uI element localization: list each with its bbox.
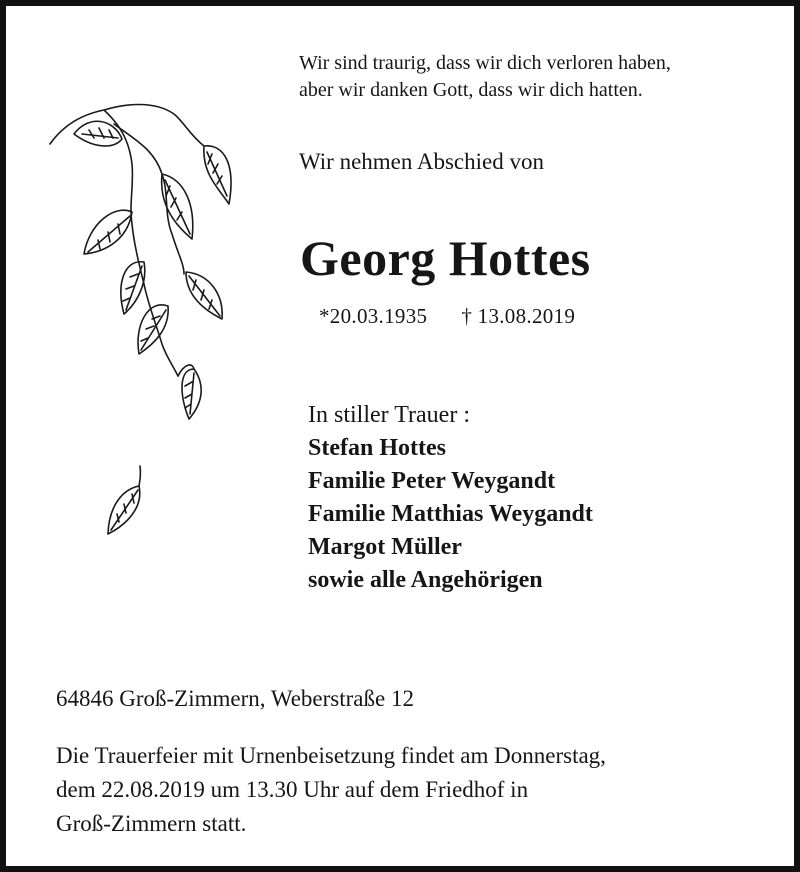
- mourners-block: [308, 399, 593, 597]
- mourner-name: Familie Matthias Weygandt: [308, 501, 593, 527]
- death-date: † 13.08.2019: [461, 304, 576, 328]
- quote-line: aber wir danken Gott, dass wir dich hatten.: [299, 79, 643, 101]
- ceremony-line: Die Trauerfeier mit Urnenbeisetzung findet am Donnerstag,: [56, 743, 606, 768]
- opening-quote: [299, 50, 671, 104]
- birth-date: *20.03.1935: [319, 304, 428, 328]
- ceremony-line: Groß-Zimmern statt.: [56, 811, 247, 836]
- mourners-label: In stiller Trauer :: [308, 402, 470, 428]
- life-dates: [319, 304, 575, 329]
- quote-line: Wir sind traurig, dass wir dich verloren haben,: [299, 52, 671, 74]
- birch-branch-icon: [44, 94, 244, 554]
- ceremony-info: [56, 739, 606, 841]
- farewell-intro: Wir nehmen Abschied von: [299, 149, 544, 174]
- deceased-name: Georg Hottes: [300, 230, 591, 286]
- mourner-name: Margot Müller: [308, 534, 462, 560]
- mourner-name: Stefan Hottes: [308, 435, 446, 461]
- mourner-name: sowie alle Angehörigen: [308, 567, 543, 593]
- ceremony-line: dem 22.08.2019 um 13.30 Uhr auf dem Friedhof in: [56, 777, 529, 802]
- mourner-name: Familie Peter Weygandt: [308, 468, 556, 494]
- family-address: 64846 Groß-Zimmern, Weberstraße 12: [56, 686, 414, 711]
